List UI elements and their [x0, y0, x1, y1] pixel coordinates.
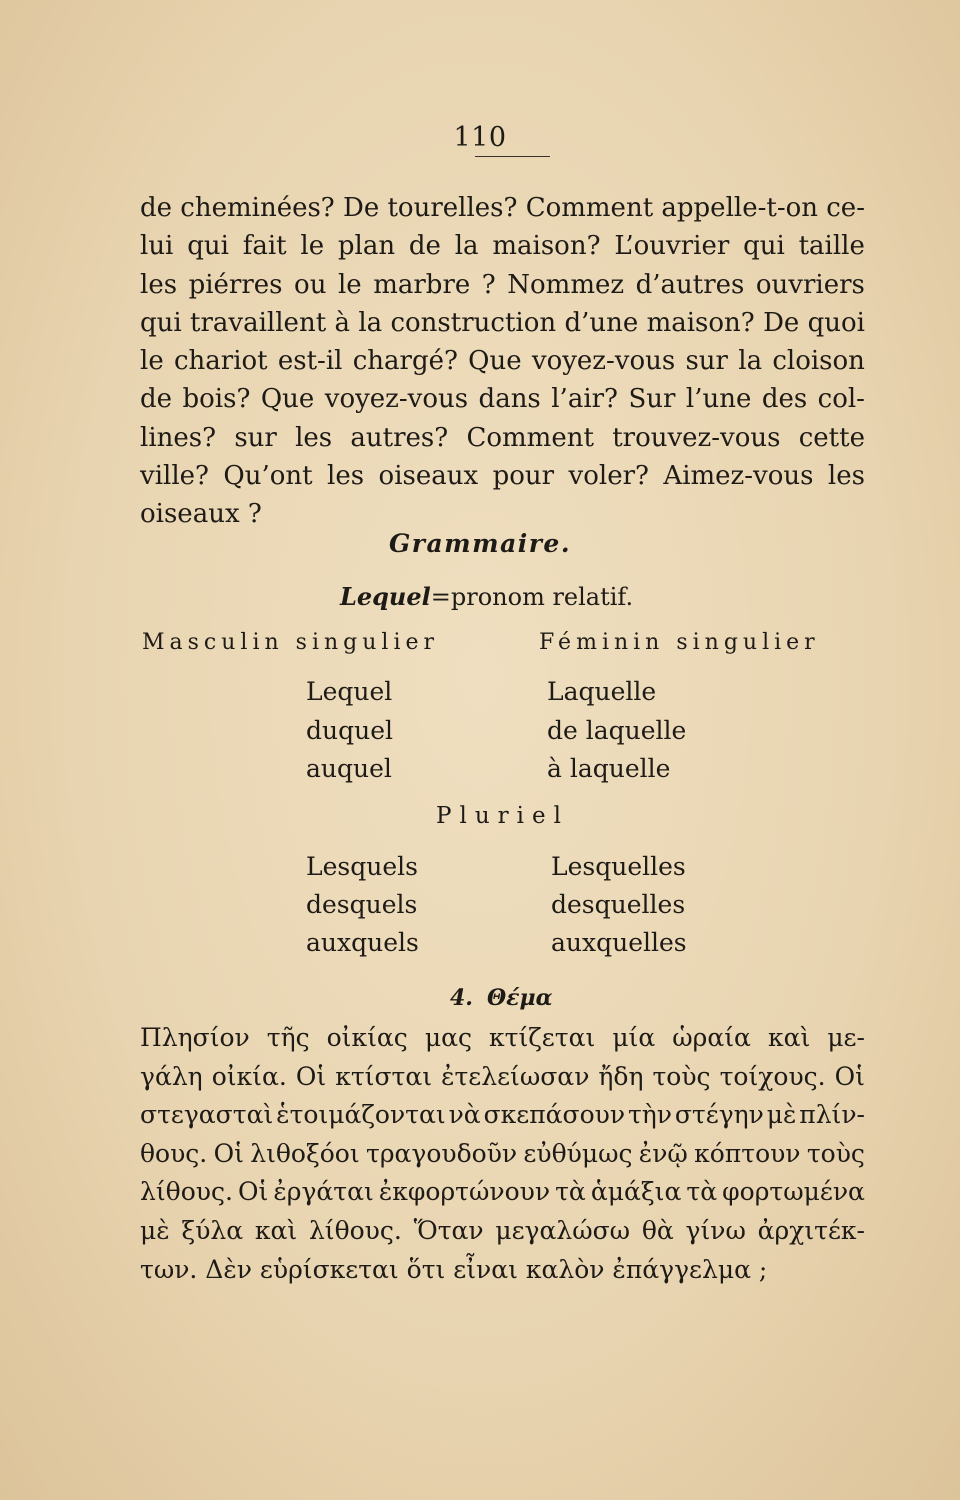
definition-line — [340, 582, 633, 611]
paragraph-line: θους. Οἱ λιθοξόοι τραγουδοῦν εὐθύμως ἐνῷ κόπτουν τοὺς — [140, 1138, 865, 1168]
masculine-singular-header: Masculin singulier — [142, 630, 440, 655]
page-number-rule — [475, 156, 550, 157]
fem-plural-form: desquelles — [551, 890, 686, 919]
paragraph-line: qui travaillent à la construction d’une maison? De quoi — [140, 307, 865, 338]
paragraph-line: γάλη οἰκία. Οἱ κτίσται ἐτελείωσαν ἤδη τοὺς τοίχους. Οἱ — [140, 1061, 865, 1091]
greek-theme-paragraph — [140, 1019, 865, 1289]
paragraph-line: στεγασταὶ ἑτοιμάζονται νὰ σκεπάσουν τὴν στέγην μὲ πλίν- — [140, 1100, 865, 1130]
theme-title: Θέμα — [486, 985, 553, 1011]
paragraph-line: ville? Qu’ont les oiseaux pour voler? Aimez-vous les — [140, 461, 865, 492]
theme-number: 4. — [450, 985, 473, 1011]
masc-plural-form: Lesquels — [306, 852, 418, 881]
paragraph-line: le chariot est-il chargé? Que voyez-vous sur la cloison — [140, 346, 865, 377]
fem-singular-form: de laquelle — [547, 716, 687, 745]
masc-singular-form: Lequel — [306, 677, 393, 706]
feminine-singular-header: Féminin singulier — [539, 630, 820, 655]
grammar-heading: Grammaire. — [388, 529, 572, 558]
masc-singular-form: duquel — [306, 716, 393, 745]
masc-singular-form: auquel — [306, 754, 392, 783]
fem-plural-form: auxquelles — [551, 928, 687, 957]
page-number: 110 — [453, 122, 507, 153]
theme-heading — [450, 985, 553, 1011]
fem-singular-form: Laquelle — [547, 677, 657, 706]
fem-plural-form: Lesquelles — [551, 852, 686, 881]
paragraph-line: de bois? Que voyez-vous dans l’air? Sur l’une des col- — [140, 384, 865, 415]
paragraph-line: les piérres ou le marbre ? Nommez d’autres ouvriers — [140, 269, 865, 300]
paragraph-line: Πλησίον τῆς οἰκίας μας κτίζεται μία ὡραία καὶ με- — [140, 1023, 865, 1052]
paragraph-line: μὲ ξύλα καὶ λίθους. Ὅταν μεγαλώσω θὰ γίνω ἀρχιτέκ- — [140, 1215, 865, 1245]
masc-plural-form: auxquels — [306, 928, 419, 957]
masc-plural-form: desquels — [306, 890, 418, 919]
definition-text: =pronom relatif. — [430, 583, 634, 611]
paragraph-line: de cheminées? De tourelles? Comment appelle-t-on ce- — [140, 193, 865, 223]
paragraph-line: λίθους. Οἱ ἐργάται ἐκφορτώνουν τὰ ἁμάξια τὰ φορτωμένα — [140, 1177, 865, 1207]
paragraph-line: lines? sur les autres? Comment trouvez-vous cette — [140, 422, 865, 453]
paragraph-line: oiseaux ? — [140, 499, 262, 530]
definition-term: Lequel — [340, 582, 431, 611]
paragraph-line: των. Δὲν εὑρίσκεται ὅτι εἶναι καλὸν ἐπάγγελμα ; — [140, 1254, 768, 1284]
fem-singular-form: à laquelle — [547, 754, 671, 783]
french-question-paragraph — [140, 189, 865, 534]
plural-header: Pluriel — [436, 803, 569, 829]
paragraph-line: lui qui fait le plan de la maison? L’ouvrier qui taille — [140, 231, 865, 262]
